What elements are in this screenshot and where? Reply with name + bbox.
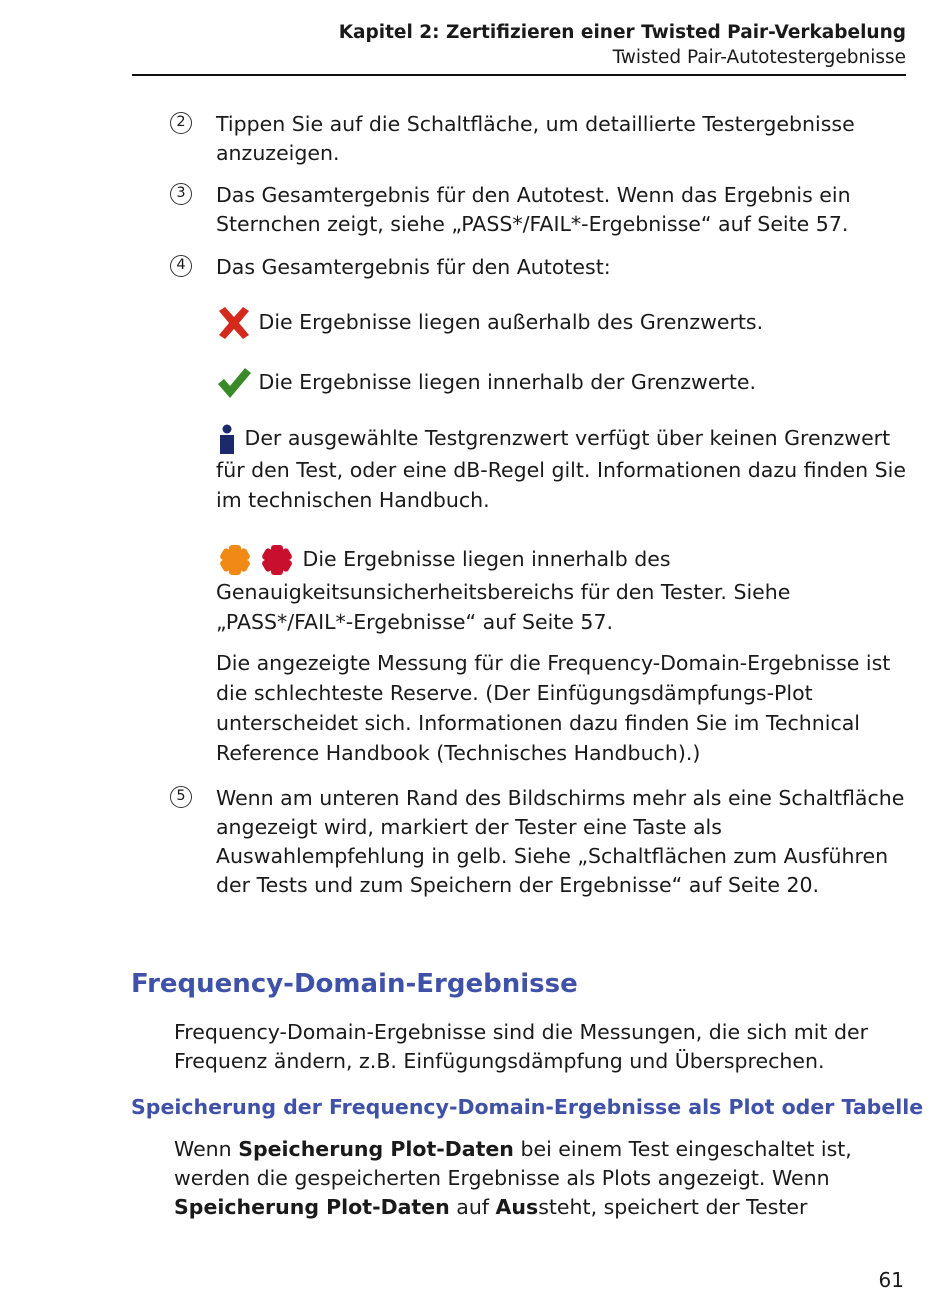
list-item-text: Das Gesamtergebnis für den Autotest: <box>216 255 611 279</box>
callout-number-4: 4 <box>170 255 192 277</box>
section-title: Twisted Pair-Autotestergebnisse <box>612 47 906 68</box>
callout-number-2: 2 <box>170 112 192 134</box>
setting-value-off: Aus <box>495 1195 539 1219</box>
list-item-text: Das Gesamtergebnis für den Autotest. Wenn das Ergebnis ein Sternchen zeigt, siehe „PASS*/FAIL*-Ergebnisse“ auf Seite 57. <box>216 183 851 236</box>
setting-name-plot-data: Speicherung Plot-Daten <box>238 1137 514 1161</box>
storage-text-part: auf <box>449 1195 496 1219</box>
storage-text-part: bei einem Test eingeschaltet ist, werden die gespeicherten Ergebnisse als Plots angezeigt. Wenn <box>174 1137 852 1190</box>
page-header <box>132 20 906 76</box>
storage-text <box>174 1135 914 1222</box>
info-icon <box>216 423 238 455</box>
frequency-domain-heading: Frequency-Domain-Ergebnisse <box>131 969 578 999</box>
callout-number-3: 3 <box>170 183 192 205</box>
result-info-text: Der ausgewählte Testgrenzwert verfügt über keinen Grenzwert für den Test, oder eine dB-Regel gilt. Informationen dazu finden Sie im technischen Handbuch. <box>216 426 906 512</box>
storage-heading: Speicherung der Frequency-Domain-Ergebnisse als Plot oder Tabelle <box>131 1095 924 1119</box>
frequency-domain-text: Frequency-Domain-Ergebnisse sind die Messungen, die sich mit der Frequenz ändern, z.B. Einfügungsdämpfung und Übersprechen. <box>174 1020 869 1073</box>
list-item-text: Wenn am unteren Rand des Bildschirms mehr als eine Schaltfläche angezeigt wird, markiert der Tester eine Taste als Auswahlempfehlung in gelb. Siehe „Schaltflächen zum Ausführen der Tests und zum Speichern der Ergebnisse“ auf Seite 20. <box>216 786 905 897</box>
result-marginal-text: Die Ergebnisse liegen innerhalb des Genauigkeitsunsicherheitsbereichs für den Tester. Siehe „PASS*/FAIL*-Ergebnisse“ auf Seite 57. <box>216 547 791 634</box>
pass-check-icon <box>216 366 252 400</box>
chapter-title: Kapitel 2: Zertifizieren einer Twisted Pair-Verkabelung <box>338 22 906 43</box>
measurement-note: Die angezeigte Messung für die Frequency-Domain-Ergebnisse ist die schlechteste Reserve. (Der Einfügungsdämpfungs-Plot unterscheidet sich. Informationen dazu finden Sie im Technical Reference Handbook (Technisches Handbuch).) <box>216 651 891 765</box>
result-fail-text: Die Ergebnisse liegen außerhalb des Grenzwerts. <box>258 310 764 334</box>
result-info <box>216 423 916 515</box>
storage-text-part: Wenn <box>174 1137 239 1161</box>
result-pass <box>216 366 916 400</box>
setting-name-plot-data: Speicherung Plot-Daten <box>174 1195 450 1219</box>
result-marginal <box>216 543 916 637</box>
result-fail <box>216 306 916 340</box>
marginal-fail-icon <box>258 543 296 577</box>
page-number: 61 <box>878 1268 904 1292</box>
marginal-pass-icon <box>216 543 254 577</box>
result-pass-text: Die Ergebnisse liegen innerhalb der Grenzwerte. <box>258 370 757 394</box>
fail-x-icon <box>216 306 252 340</box>
storage-text-part: steht, speichert der Tester <box>538 1195 808 1219</box>
list-item-text: Tippen Sie auf die Schaltfläche, um detaillierte Testergebnisse anzuzeigen. <box>216 112 855 165</box>
callout-number-5: 5 <box>170 786 192 808</box>
